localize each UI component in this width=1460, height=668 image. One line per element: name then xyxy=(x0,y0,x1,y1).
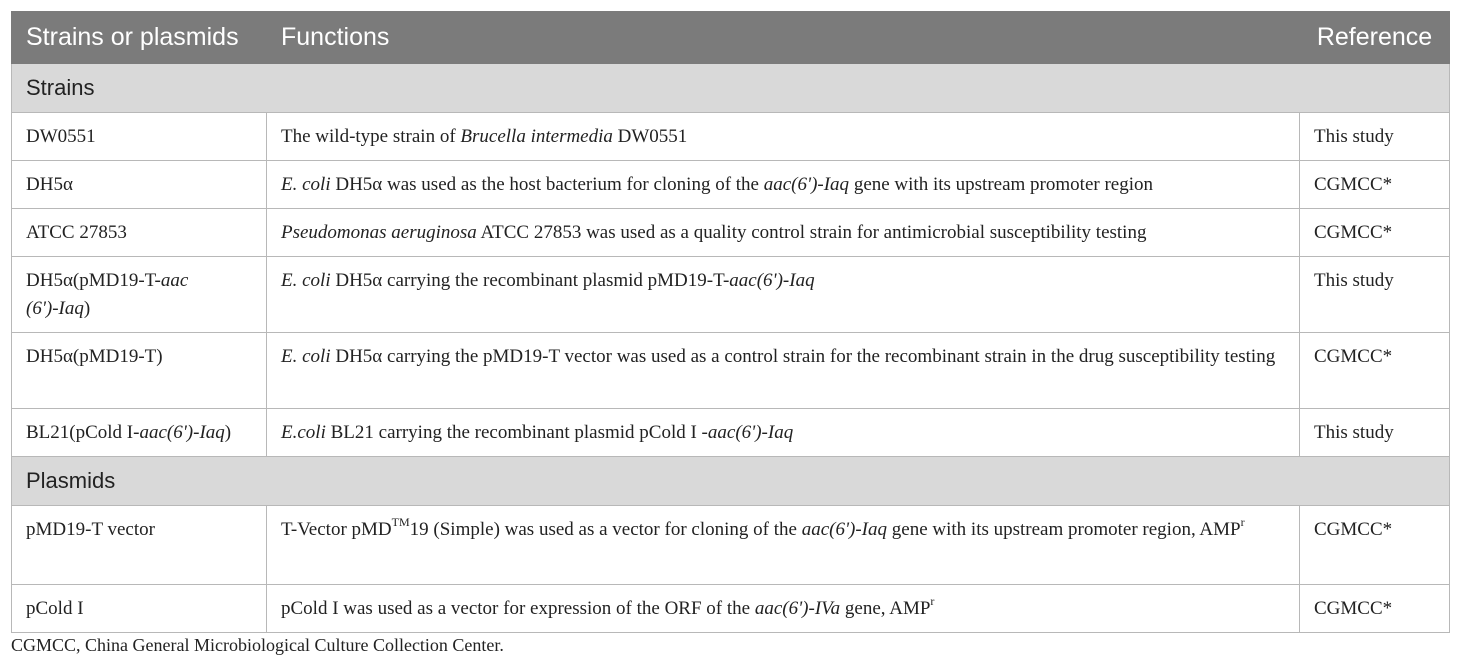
strains-plasmids-table xyxy=(11,11,1450,633)
table-footnote: CGMCC, China General Microbiological Culture Collection Center. xyxy=(11,635,504,655)
reference-cell: CGMCC* xyxy=(1300,506,1450,585)
reference-cell: CGMCC* xyxy=(1300,585,1450,633)
reference-cell: CGMCC* xyxy=(1300,209,1450,257)
function-cell: E. coli DH5α carrying the recombinant plasmid pMD19-T-aac(6')-Iaq xyxy=(267,257,1300,333)
strain-name-cell: DW0551 xyxy=(12,113,267,161)
strain-name-cell: DH5α(pMD19-T-aac (6')-Iaq) xyxy=(12,257,267,333)
table-row xyxy=(12,161,1450,209)
strain-name-cell: BL21(pCold I-aac(6')-Iaq) xyxy=(12,409,267,457)
section-row-plasmids xyxy=(12,457,1450,506)
section-label-strains: Strains xyxy=(12,64,1450,113)
table-row xyxy=(12,257,1450,333)
section-label-plasmids: Plasmids xyxy=(12,457,1450,506)
table-row xyxy=(12,409,1450,457)
section-row-strains xyxy=(12,64,1450,113)
function-cell: T-Vector pMD™19 (Simple) was used as a vector for cloning of the aac(6')-Iaq gene with its upstream promoter region, AMP$^r$ xyxy=(267,506,1300,585)
table-row xyxy=(12,506,1450,585)
header-strains-or-plasmids: Strains or plasmids xyxy=(12,12,267,64)
table-row xyxy=(12,333,1450,409)
strain-name-cell: DH5α xyxy=(12,161,267,209)
header-functions: Functions xyxy=(267,12,1300,64)
function-cell: pCold I was used as a vector for expression of the ORF of the aac(6')-IVa gene, AMP$^r$ xyxy=(267,585,1300,633)
function-cell: E.coli BL21 carrying the recombinant plasmid pCold I -aac(6')-Iaq xyxy=(267,409,1300,457)
function-cell: E. coli DH5α was used as the host bacterium for cloning of the aac(6')-Iaq gene with its upstream promoter region xyxy=(267,161,1300,209)
function-cell: Pseudomonas aeruginosa ATCC 27853 was used as a quality control strain for antimicrobial susceptibility testing xyxy=(267,209,1300,257)
reference-cell: CGMCC* xyxy=(1300,333,1450,409)
reference-cell: This study xyxy=(1300,409,1450,457)
table-row xyxy=(12,585,1450,633)
reference-cell: CGMCC* xyxy=(1300,161,1450,209)
function-cell: The wild-type strain of Brucella intermedia DW0551 xyxy=(267,113,1300,161)
table-row xyxy=(12,113,1450,161)
plasmid-name-cell: pCold I xyxy=(12,585,267,633)
function-cell: E. coli DH5α carrying the pMD19-T vector was used as a control strain for the recombinant strain in the drug susceptibility testing xyxy=(267,333,1300,409)
header-reference: Reference xyxy=(1300,12,1450,64)
reference-cell: This study xyxy=(1300,257,1450,333)
table-header-row xyxy=(12,12,1450,64)
reference-cell: This study xyxy=(1300,113,1450,161)
table-row xyxy=(12,209,1450,257)
strain-name-cell: ATCC 27853 xyxy=(12,209,267,257)
plasmid-name-cell: pMD19-T vector xyxy=(12,506,267,585)
strain-name-cell: DH5α(pMD19-T) xyxy=(12,333,267,409)
